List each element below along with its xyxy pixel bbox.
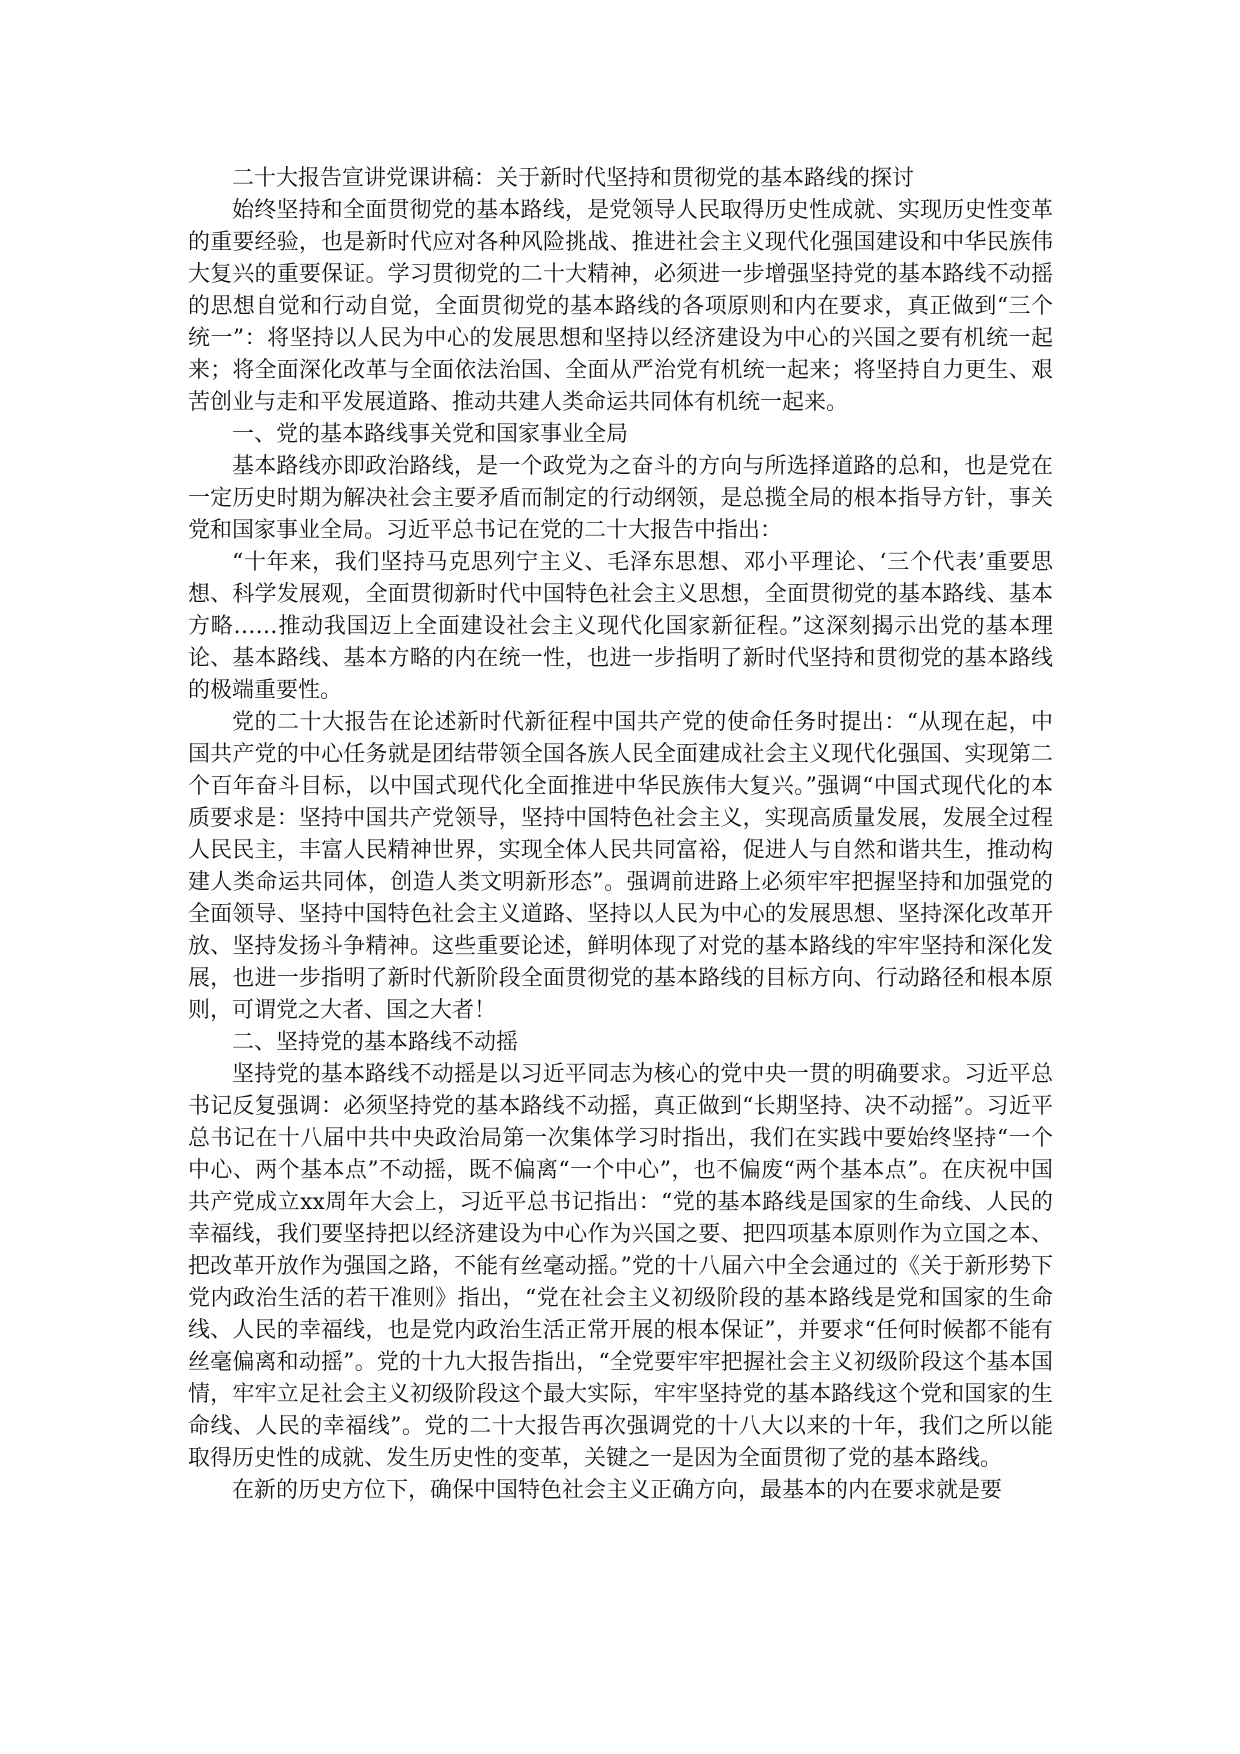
document-title: 二十大报告宣讲党课讲稿：关于新时代坚持和贯彻党的基本路线的探讨 (232, 166, 915, 191)
quote-paragraph: “十年来，我们坚持马克思列宁主义、毛泽东思想、邓小平理论、‘三个代表’重要思想、科学发展观，全面贯彻新时代中国特色社会主义思想，全面贯彻党的基本路线、基本方略……推动我国迈上全面建设社会主义现代化国家新征程。”这深刻揭示出党的基本理论、基本路线、基本方略的内在统一性，也进一步指明了新时代坚持和贯彻党的基本路线的极端重要性。 (188, 550, 1053, 703)
body-paragraph: 坚持党的基本路线不动摇是以习近平同志为核心的党中央一贯的明确要求。习近平总书记反复强调：必须坚持党的基本路线不动摇，真正做到“长期坚持、决不动摇”。习近平总书记在十八届中共中央政治局第一次集体学习时指出，我们在实践中要始终坚持“一个中心、两个基本点”不动摇，既不偏离“一个中心”，也不偏废“两个基本点”。在庆祝中国共产党成立xx周年大会上，习近平总书记指出：“党的基本路线是国家的生命线、人民的幸福线，我们要坚持把以经济建设为中心作为兴国之要、把四项基本原则作为立国之本、把改革开放作为强国之路，不能有丝毫动摇。”党的十八届六中全会通过的《关于新形势下党内政治生活的若干准则》指出，“党在社会主义初级阶段的基本路线是党和国家的生命线、人民的幸福线，也是党内政治生活正常开展的根本保证”，并要求“任何时候都不能有丝毫偏离和动摇”。党的十九大报告指出，“全党要牢牢把握社会主义初级阶段这个基本国情，牢牢立足社会主义初级阶段这个最大实际，牢牢坚持党的基本路线这个党和国家的生命线、人民的幸福线”。党的二十大报告再次强调党的十八大以来的十年，我们之所以能取得历史性的成就、发生历史性的变革，关键之一是因为全面贯彻了党的基本路线。 (188, 1062, 1053, 1471)
body-paragraph: 基本路线亦即政治路线，是一个政党为之奋斗的方向与所选择道路的总和，也是党在一定历史时期为解决社会主要矛盾而制定的行动纲领，是总揽全局的根本指导方针，事关党和国家事业全局。习近平总书记在党的二十大报告中指出： (188, 454, 1053, 543)
body-paragraph: 党的二十大报告在论述新时代新征程中国共产党的使命任务时提出：“从现在起，中国共产党的中心任务就是团结带领全国各族人民全面建成社会主义现代化强国、实现第二个百年奋斗目标，以中国式现代化全面推进中华民族伟大复兴。”强调“中国式现代化的本质要求是：坚持中国共产党领导，坚持中国特色社会主义，实现高质量发展，发展全过程人民民主，丰富人民精神世界，实现全体人民共同富裕，促进人与自然和谐共生，推动构建人类命运共同体，创造人类文明新形态”。强调前进路上必须牢牢把握坚持和加强党的全面领导、坚持中国特色社会主义道路、坚持以人民为中心的发展思想、坚持深化改革开放、坚持发扬斗争精神。这些重要论述，鲜明体现了对党的基本路线的牢牢坚持和深化发展，也进一步指明了新时代新阶段全面贯彻党的基本路线的目标方向、行动路径和根本原则，可谓党之大者、国之大者！ (188, 710, 1053, 1023)
body-paragraph: 在新的历史方位下，确保中国特色社会主义正确方向，最基本的内在要求就是要 (232, 1478, 1003, 1503)
section-heading-1: 一、党的基本路线事关党和国家事业全局 (232, 422, 629, 447)
intro-paragraph: 始终坚持和全面贯彻党的基本路线，是党领导人民取得历史性成就、实现历史性变革的重要经验，也是新时代应对各种风险挑战、推进社会主义现代化强国建设和中华民族伟大复兴的重要保证。学习贯彻党的二十大精神，必须进一步增强坚持党的基本路线不动摇的思想自觉和行动自觉，全面贯彻党的基本路线的各项原则和内在要求，真正做到“三个统一”：将坚持以人民为中心的发展思想和坚持以经济建设为中心的兴国之要有机统一起来；将全面深化改革与全面依法治国、全面从严治党有机统一起来；将坚持自力更生、艰苦创业与走和平发展道路、推动共建人类命运共同体有机统一起来。 (188, 198, 1053, 415)
document-page (188, 163, 1053, 1507)
section-heading-2: 二、坚持党的基本路线不动摇 (232, 1030, 519, 1055)
